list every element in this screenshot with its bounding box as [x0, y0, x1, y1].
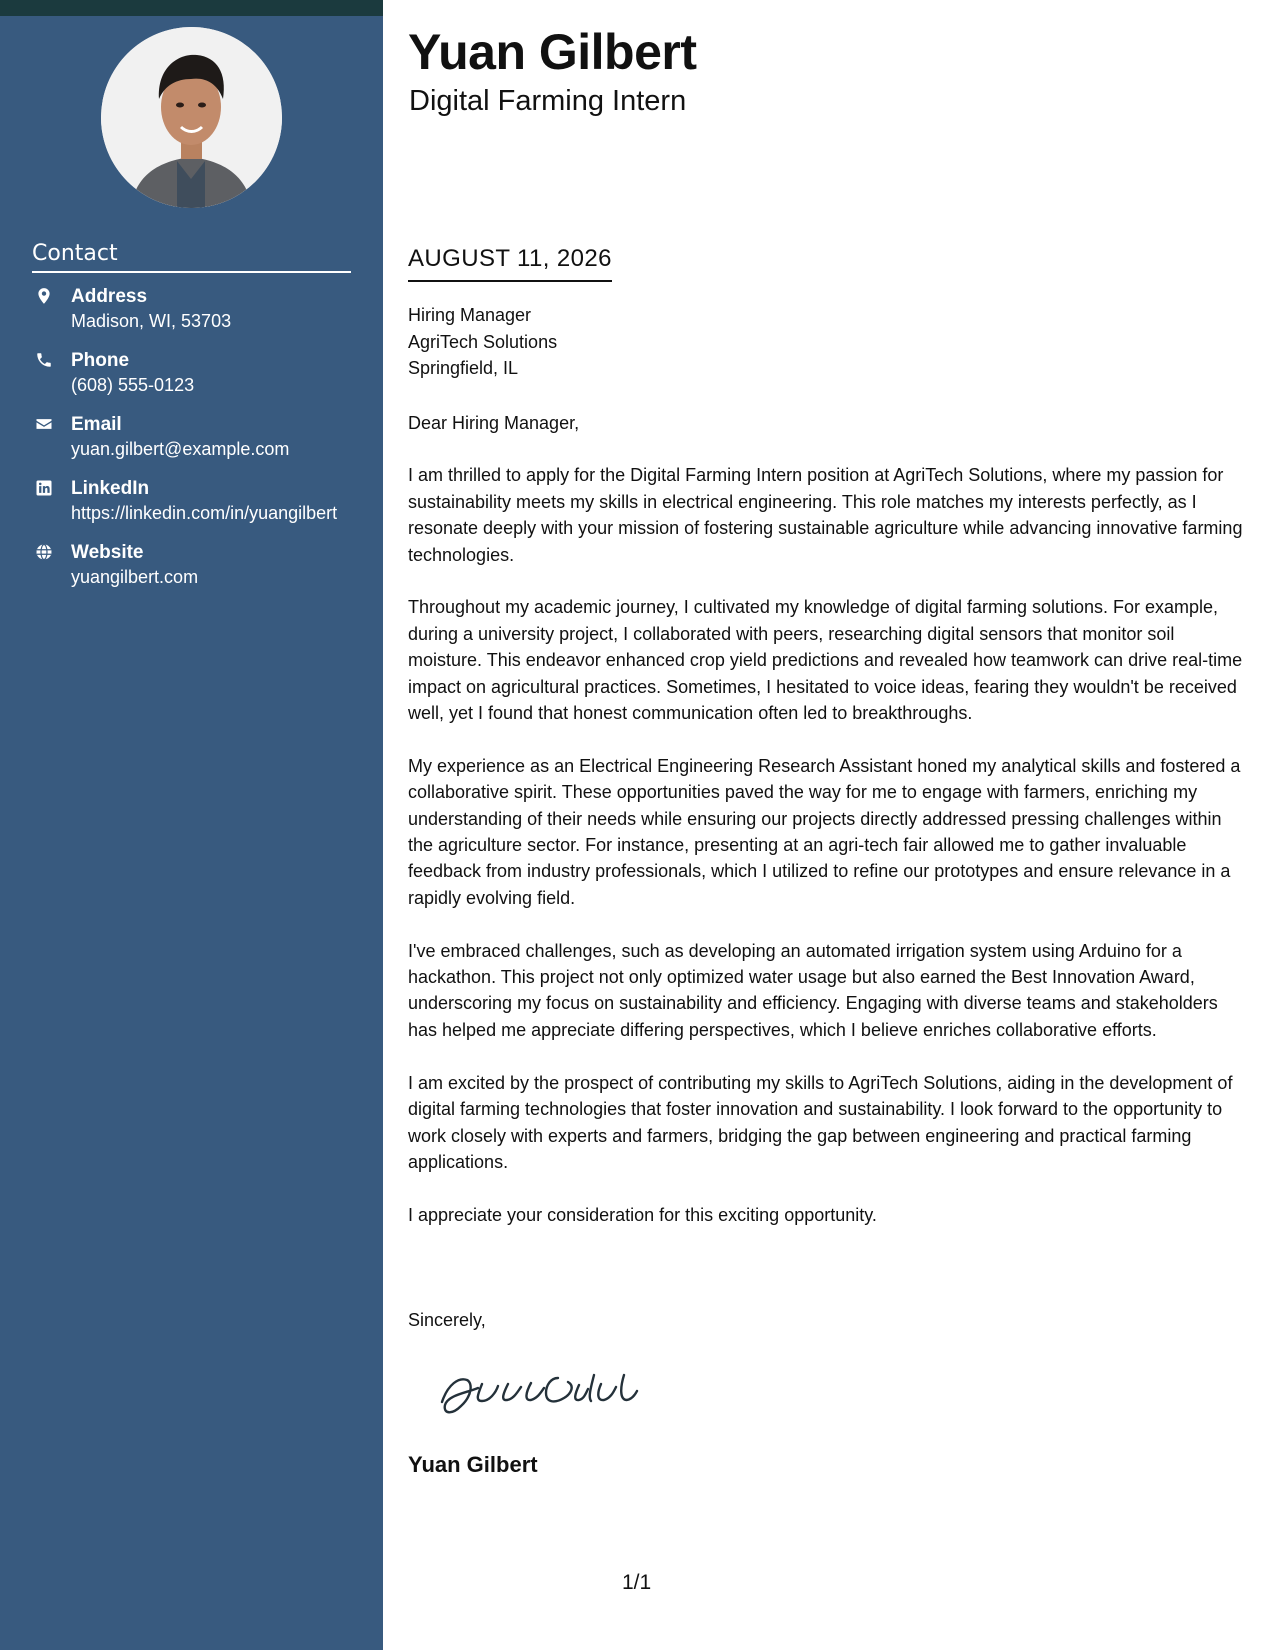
linkedin-label: LinkedIn — [71, 478, 150, 499]
avatar — [101, 27, 282, 208]
letter-date: AUGUST 11, 2026 — [408, 244, 612, 282]
phone-icon — [35, 351, 53, 369]
letter-paragraph: I appreciate your consideration for this exciting opportunity. — [408, 1204, 877, 1225]
address-label: Address — [71, 286, 148, 307]
letter-paragraph: I am thrilled to apply for the Digital Farming Intern position at AgriTech Solutions, where my passion for sustainability meets my skills in electrical engineering. This role matches my interests perfectly, as I resonate deeply with your mission of fostering sustainable agriculture while advancing innovative farming technologies. — [408, 465, 1243, 565]
linkedin-value: https://linkedin.com/in/yuangilbert — [71, 503, 338, 523]
sidebar-top-bar — [0, 0, 383, 16]
recipient-line: AgriTech Solutions — [408, 331, 558, 352]
website-value: yuangilbert.com — [71, 567, 199, 587]
contact-heading: Contact — [32, 241, 351, 273]
phone-value: (608) 555-0123 — [71, 375, 195, 395]
recipient-line: Springfield, IL — [408, 358, 519, 378]
closing: Sincerely, — [408, 1310, 486, 1330]
website-label: Website — [71, 542, 144, 563]
envelope-icon — [35, 415, 53, 433]
recipient-line: Hiring Manager — [408, 305, 532, 325]
contact-item-phone — [32, 349, 352, 397]
address-value: Madison, WI, 53703 — [71, 311, 232, 331]
header-title: Digital Farming Intern — [409, 85, 687, 117]
map-pin-icon — [35, 287, 53, 305]
contact-list — [32, 285, 352, 605]
contact-item-website — [32, 541, 352, 589]
email-value: yuan.gilbert@example.com — [71, 439, 290, 459]
avatar-portrait-image — [101, 27, 282, 208]
signature-image — [430, 1360, 650, 1420]
salutation: Dear Hiring Manager, — [408, 413, 580, 433]
globe-icon — [35, 543, 53, 561]
letter-paragraph: Throughout my academic journey, I cultivated my knowledge of digital farming solutions. For example, during a university project, I collaborated with peers, researching digital sensors that monitor soil moisture. This endeavor enhanced crop yield predictions and revealed how teamwork can drive real-time impact on agricultural practices. Sometimes, I hesitated to voice ideas, fearing they wouldn't be received well, yet I found that honest communication often led to breakthroughs. — [408, 597, 1243, 724]
phone-label: Phone — [71, 350, 130, 371]
letter-paragraph: I am excited by the prospect of contributing my skills to AgriTech Solutions, aiding in the development of digital farming technologies that foster innovation and sustainability. I look forward to the opportunity to work closely with experts and farmers, bridging the gap between engineering and practical farming applications. — [408, 1072, 1233, 1172]
header-name: Yuan Gilbert — [408, 24, 697, 80]
email-label: Email — [71, 414, 122, 435]
contact-item-address — [32, 285, 352, 333]
letter-paragraph: My experience as an Electrical Engineering Research Assistant honed my analytical skills and fostered a collaborative spirit. These opportunities paved the way for me to engage with farmers, enriching my understanding of their needs while ensuring our projects directly addressed pressing challenges within the agriculture sector. For instance, presenting at an agri-tech fair allowed me to gather invaluable feedback from industry professionals, which I utilized to refine our prototypes and ensure relevance in a rapidly evolving field. — [408, 755, 1241, 908]
signer-name: Yuan Gilbert — [408, 1452, 538, 1477]
page-number: 1/1 — [622, 1571, 652, 1594]
recipient-block — [408, 302, 557, 382]
contact-item-linkedin — [32, 477, 352, 525]
linkedin-icon — [35, 479, 53, 497]
letter-paragraph: I've embraced challenges, such as developing an automated irrigation system using Arduino for a hackathon. This project not only optimized water usage but also earned the Best Innovation Award, underscoring my focus on sustainability and efficiency. Engaging with diverse teams and stakeholders has helped me appreciate differing perspectives, which I believe enriches collaborative efforts. — [408, 940, 1218, 1040]
sidebar — [0, 0, 383, 1650]
contact-item-email — [32, 413, 352, 461]
letter-body — [408, 410, 1248, 1255]
